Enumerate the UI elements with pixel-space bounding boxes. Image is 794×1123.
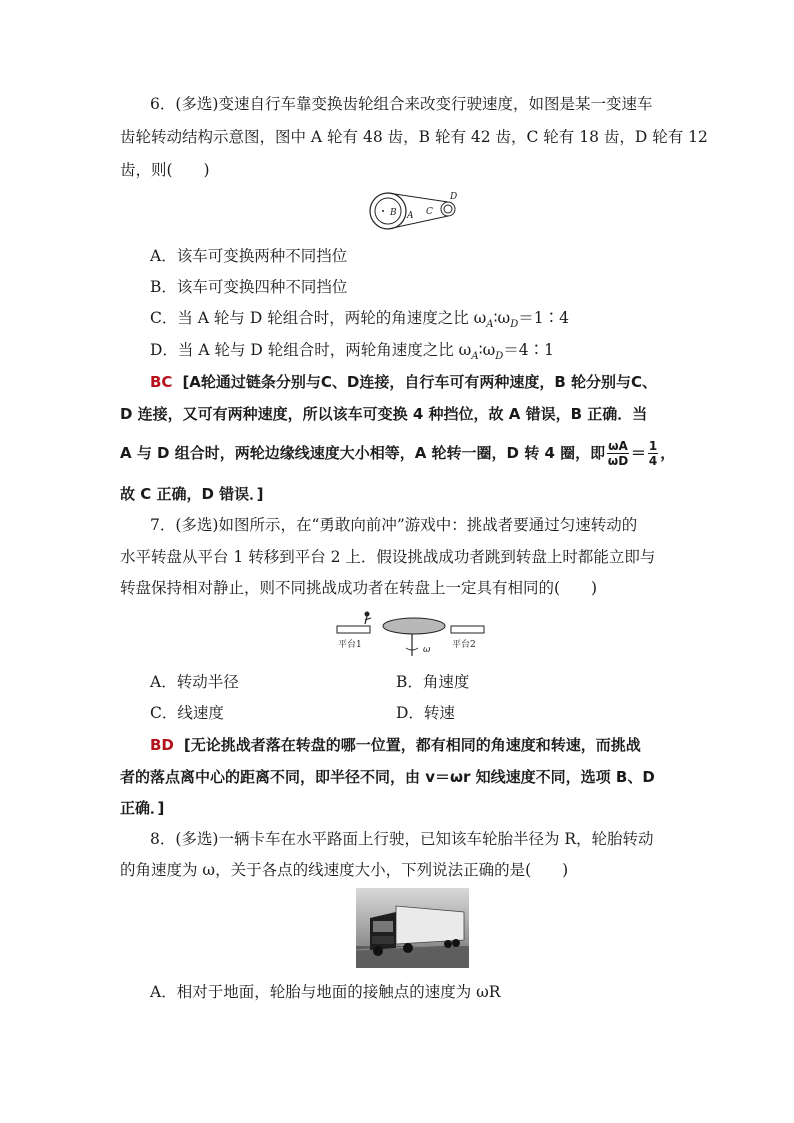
platform-1-label: 平台1 xyxy=(338,640,362,650)
q7-option-d: D．转速 xyxy=(396,704,455,722)
q8-stem-line2: 的角速度为 ω，关于各点的线速度大小，下列说法正确的是( ) xyxy=(120,861,569,879)
q8-option-a: A．相对于地面，轮胎与地面的接触点的速度为 ωR xyxy=(150,983,501,1001)
label-a: A xyxy=(407,211,414,221)
truck-photo xyxy=(356,888,469,968)
q7-option-b: B．角速度 xyxy=(396,673,470,691)
q7-explanation-line2: 者的落点离中心的距离不同，即半径不同，由 v＝ωr 知线速度不同，选项 B、D xyxy=(120,768,655,786)
q6-option-d: D．当 A 轮与 D 轮组合时，两轮角速度之比 $\omega_A∶\omega_D=4∶1$ xyxy=(150,341,555,363)
turntable-diagram xyxy=(334,610,490,660)
omega-ratio-fraction: $\frac{\omega A}{\omega D}$ xyxy=(607,439,629,468)
q6-answer: BC xyxy=(150,373,173,391)
q7-stem-line1: 7．(多选)如图所示，在“勇敢向前冲”游戏中：挑战者要通过匀速转动的 xyxy=(150,516,638,534)
q6-stem-line3: 齿，则( ) xyxy=(120,161,210,179)
platform-2-label: 平台2 xyxy=(452,640,476,650)
gear-diagram xyxy=(364,188,464,236)
q6-stem-line2: 齿轮转动结构示意图，图中 A 轮有 48 齿，B 轮有 42 齿，C 轮有 18 齿，D 轮有 12 xyxy=(120,128,708,146)
label-b: B xyxy=(390,208,397,218)
q6-option-a: A．该车可变换两种不同挡位 xyxy=(150,247,348,265)
q6-stem-line1: 6．(多选)变速自行车靠变换齿轮组合来改变行驶速度，如图是某一变速车 xyxy=(150,95,653,113)
q6-explanation-line1: BC [A轮通过链条分别与C、D连接，自行车可有两种速度，B 轮分别与C、 xyxy=(150,373,658,391)
chain-bottom xyxy=(388,216,448,229)
q7-explanation-line1: BD [无论挑战者落在转盘的哪一位置，都有相同的角速度和转速，而挑战 xyxy=(150,736,641,754)
challenger-figure xyxy=(365,612,370,617)
q8-stem-line1: 8．(多选)一辆卡车在水平路面上行驶，已知该车轮胎半径为 R，轮胎转动 xyxy=(150,830,654,848)
q7-explanation-line3: 正确．] xyxy=(120,799,165,817)
label-d: D xyxy=(450,192,458,202)
gear-d-circle xyxy=(444,205,452,213)
q7-option-c: C．线速度 xyxy=(150,704,224,722)
q6-explanation-line4: 故 C 正确，D 错误．] xyxy=(120,485,264,503)
platform-1 xyxy=(337,626,370,633)
gear-c-circle xyxy=(441,202,455,216)
label-c: C xyxy=(426,207,433,217)
q7-stem-line3: 转盘保持相对静止，则不同挑战成功者在转盘上一定具有相同的( ) xyxy=(120,579,598,597)
q6-explanation-line2: D 连接，又可有两种速度，所以该车可变换 4 种挡位，故 A 错误，B 正确．当 xyxy=(120,405,648,423)
platform-2 xyxy=(451,626,484,633)
chain-top xyxy=(388,193,448,202)
gear-b-circle xyxy=(375,198,401,224)
q6-explanation-line3: A 与 D 组合时，两轮边缘线速度大小相等，A 轮转一圈，D 转 4 圈，即 $\frac{\omega A}{\omega D}$ ＝ $\frac{1}{4}$ ， xyxy=(120,439,676,468)
turntable-disk xyxy=(383,618,445,634)
one-quarter-fraction: $\frac{1}{4}$ xyxy=(648,439,658,468)
q6-option-b: B．该车可变换四种不同挡位 xyxy=(150,278,348,296)
q6-option-c: C．当 A 轮与 D 轮组合时，两轮的角速度之比 $\omega_A∶\omega_D=1∶4$ xyxy=(150,309,569,331)
q7-answer: BD xyxy=(150,736,174,754)
omega-label: ω xyxy=(423,645,431,655)
q7-stem-line2: 水平转盘从平台 1 转移到平台 2 上．假设挑战成功者跳到转盘上时都能立即与 xyxy=(120,548,656,566)
q7-option-a: A．转动半径 xyxy=(150,673,239,691)
